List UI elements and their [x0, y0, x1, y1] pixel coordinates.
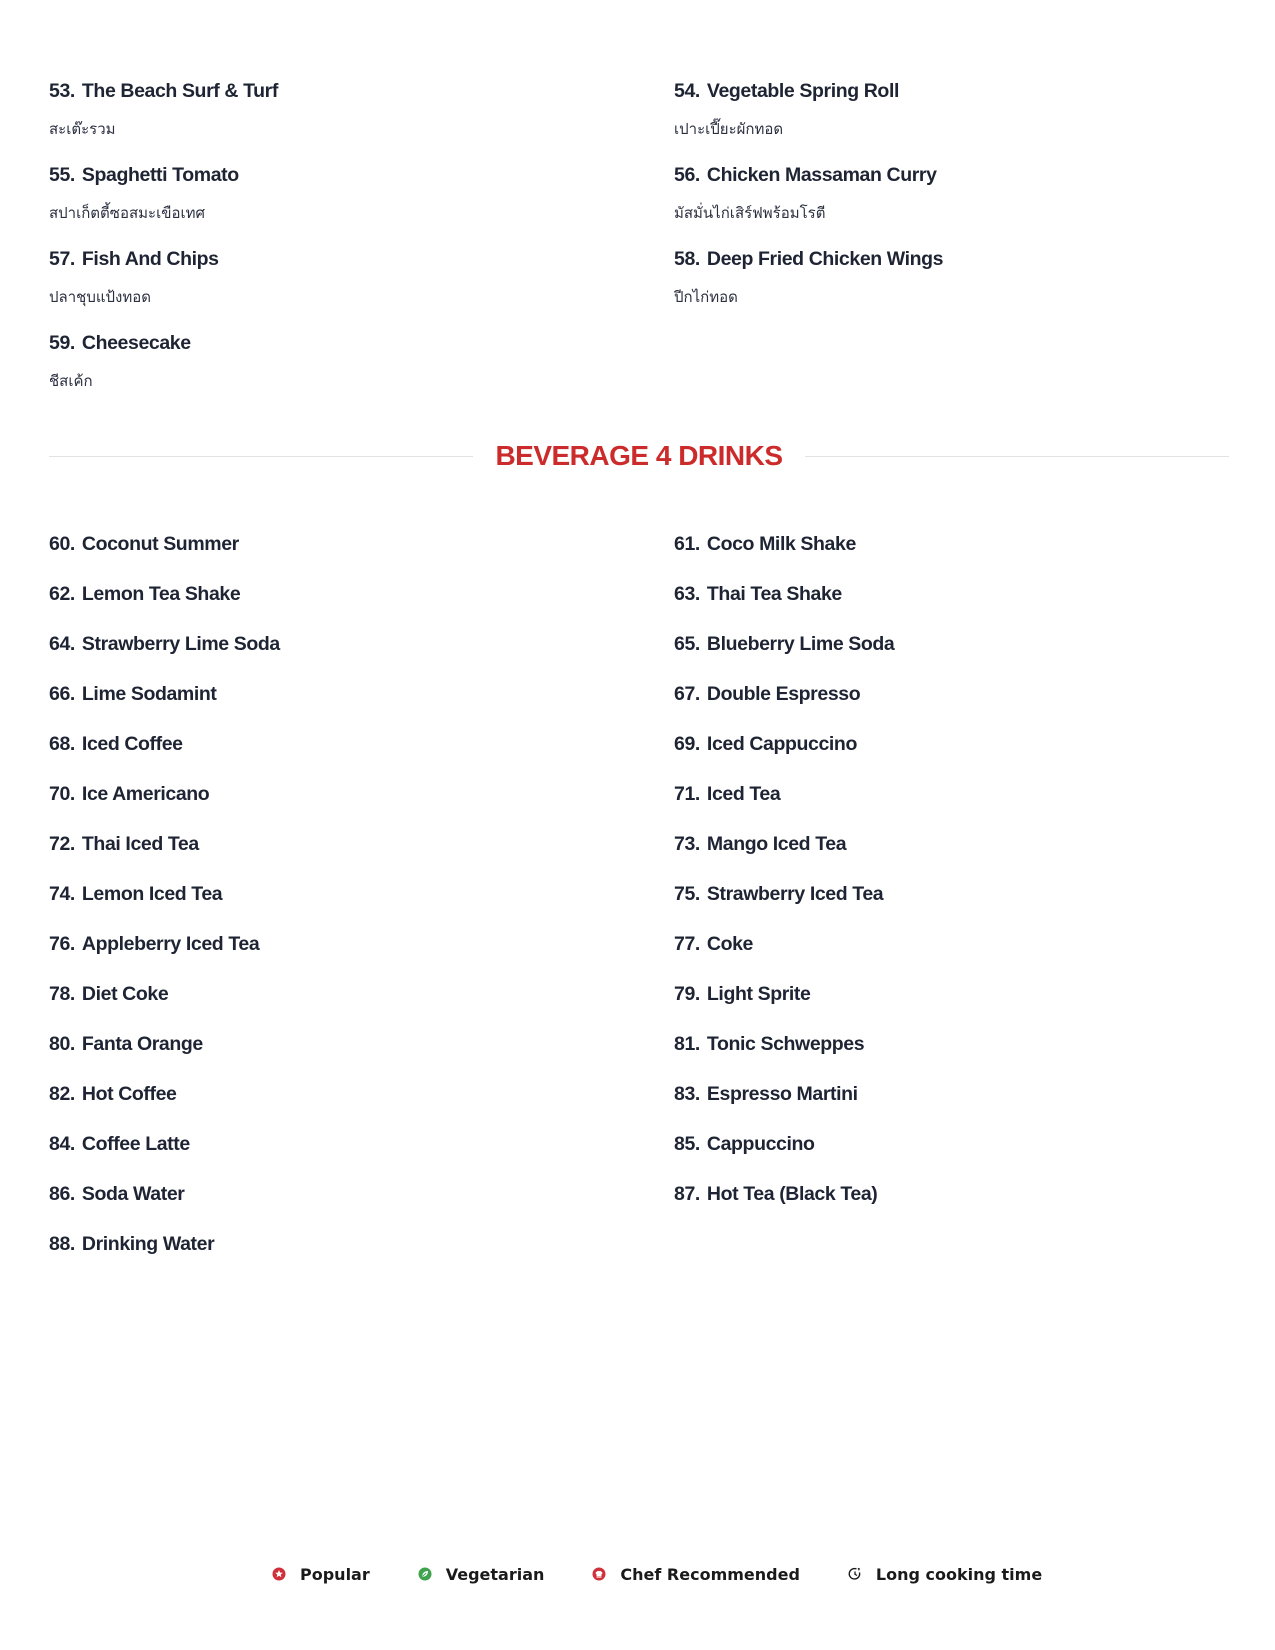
item-thai-name: เปาะเปี๊ยะผักทอด [674, 121, 784, 138]
menu-item [674, 162, 1229, 246]
item-number: 67. [674, 683, 700, 705]
item-name: Hot Tea (Black Tea) [706, 1183, 878, 1205]
item-number: 74. [49, 883, 75, 905]
drink-item [674, 881, 1229, 931]
item-name: Spaghetti Tomato [81, 164, 239, 186]
item-number: 85. [674, 1133, 700, 1155]
item-name: Lime Sodamint [81, 683, 217, 705]
item-name: Light Sprite [706, 983, 811, 1005]
drink-item [49, 781, 674, 831]
legend-item-popular [272, 1565, 370, 1584]
legend-label: Vegetarian [445, 1564, 545, 1584]
clock-icon [848, 1567, 862, 1581]
drink-item [49, 1081, 674, 1131]
item-name: Deep Fried Chicken Wings [706, 248, 944, 270]
drink-item [49, 581, 674, 631]
item-name: Coco Milk Shake [706, 533, 856, 555]
menu-item [49, 78, 674, 162]
item-number: 81. [674, 1033, 700, 1055]
item-number: 71. [674, 783, 700, 805]
item-number: 76. [49, 933, 75, 955]
drink-item [674, 731, 1229, 781]
item-number: 64. [49, 633, 75, 655]
drink-item [49, 631, 674, 681]
item-number: 61. [674, 533, 700, 555]
legend-item-vegetarian [418, 1565, 545, 1584]
item-name: Fanta Orange [81, 1033, 203, 1055]
drink-item [674, 1131, 1229, 1181]
item-name: Ice Americano [81, 783, 210, 805]
drink-item [674, 1181, 1229, 1231]
item-number: 68. [49, 733, 75, 755]
item-name: Double Espresso [706, 683, 861, 705]
item-name: Lemon Iced Tea [81, 883, 223, 905]
item-number: 77. [674, 933, 700, 955]
drink-item [49, 881, 674, 931]
item-number: 78. [49, 983, 75, 1005]
section-header [49, 436, 1229, 476]
item-number: 84. [49, 1133, 75, 1155]
item-thai-name: ปีกไก่ทอด [674, 289, 738, 306]
item-name: Thai Tea Shake [706, 583, 842, 605]
popular-icon [272, 1567, 286, 1581]
item-name: Blueberry Lime Soda [706, 633, 895, 655]
item-thai-name: มัสมั่นไก่เสิร์ฟพร้อมโรตี [674, 205, 826, 222]
menu-item [49, 330, 674, 414]
item-number: 82. [49, 1083, 75, 1105]
drink-item [49, 1181, 674, 1231]
item-name: Tonic Schweppes [706, 1033, 865, 1055]
item-number: 88. [49, 1233, 75, 1255]
section-title: BEVERAGE 4 DRINKS [495, 440, 783, 471]
drinks-menu-list [49, 531, 1229, 1281]
item-number: 83. [674, 1083, 700, 1105]
item-name: Chicken Massaman Curry [706, 164, 937, 186]
drink-item [674, 631, 1229, 681]
item-thai-name: สะเต๊ะรวม [49, 121, 116, 138]
drink-item [49, 1131, 674, 1181]
legend-item-chef-recommended [592, 1565, 800, 1584]
legend [272, 1560, 1042, 1588]
item-number: 63. [674, 583, 700, 605]
menu-item [49, 162, 674, 246]
item-number: 80. [49, 1033, 75, 1055]
menu-item-title [49, 330, 674, 370]
drink-item [49, 1231, 674, 1281]
item-name: Espresso Martini [706, 1083, 858, 1105]
menu-item [674, 78, 1229, 162]
item-number: 73. [674, 833, 700, 855]
item-number: 86. [49, 1183, 75, 1205]
item-number: 53. [49, 80, 75, 102]
menu-item-title [674, 78, 1229, 118]
item-name: Vegetable Spring Roll [706, 80, 899, 102]
drink-item [674, 831, 1229, 881]
item-name: Coffee Latte [81, 1133, 190, 1155]
drink-item [674, 581, 1229, 631]
drink-item [49, 981, 674, 1031]
item-name: Iced Tea [706, 783, 781, 805]
item-number: 65. [674, 633, 700, 655]
item-thai-name: สปาเก็ตตี้ซอสมะเขือเทศ [49, 205, 206, 222]
item-name: Fish And Chips [81, 248, 219, 270]
drink-item [49, 931, 674, 981]
item-name: Thai Iced Tea [81, 833, 199, 855]
item-name: Lemon Tea Shake [81, 583, 241, 605]
legend-label: Popular [300, 1564, 370, 1584]
item-number: 66. [49, 683, 75, 705]
drink-item [49, 831, 674, 881]
item-number: 70. [49, 783, 75, 805]
item-name: Drinking Water [81, 1233, 215, 1255]
menu-item [49, 246, 674, 330]
menu-item-title [49, 162, 674, 202]
item-name: Iced Cappuccino [706, 733, 857, 755]
divider-left [49, 456, 473, 457]
divider-right [805, 456, 1229, 457]
item-number: 55. [49, 164, 75, 186]
menu-item-title [49, 78, 674, 118]
drink-item [674, 531, 1229, 581]
item-number: 62. [49, 583, 75, 605]
drink-item [674, 1031, 1229, 1081]
item-name: Hot Coffee [81, 1083, 177, 1105]
food-menu-list [49, 78, 1229, 414]
item-name: Coconut Summer [81, 533, 239, 555]
drink-item [674, 681, 1229, 731]
drink-item [49, 1031, 674, 1081]
drink-item [49, 531, 674, 581]
item-number: 54. [674, 80, 700, 102]
item-name: Cheesecake [81, 332, 191, 354]
item-thai-name: ปลาชุบแป้งทอด [49, 289, 151, 306]
item-number: 59. [49, 332, 75, 354]
item-number: 69. [674, 733, 700, 755]
item-name: Strawberry Lime Soda [81, 633, 280, 655]
item-name: Appleberry Iced Tea [81, 933, 260, 955]
chef-hat-icon [592, 1567, 606, 1581]
legend-label: Chef Recommended [620, 1564, 800, 1584]
item-thai-name: ชีสเค้ก [49, 373, 93, 390]
item-number: 56. [674, 164, 700, 186]
drink-item [674, 1081, 1229, 1131]
item-number: 87. [674, 1183, 700, 1205]
drink-item [49, 731, 674, 781]
legend-label: Long cooking time [875, 1564, 1043, 1584]
legend-item-long-cooking-time [848, 1565, 1042, 1584]
item-number: 72. [49, 833, 75, 855]
drink-item [674, 931, 1229, 981]
item-number: 57. [49, 248, 75, 270]
menu-item [674, 246, 1229, 330]
item-number: 79. [674, 983, 700, 1005]
item-name: Coke [706, 933, 754, 955]
drink-item [674, 981, 1229, 1031]
item-name: Strawberry Iced Tea [706, 883, 884, 905]
item-name: Iced Coffee [81, 733, 183, 755]
item-number: 75. [674, 883, 700, 905]
item-name: Mango Iced Tea [706, 833, 847, 855]
item-number: 58. [674, 248, 700, 270]
menu-item-title [49, 246, 674, 286]
item-name: Cappuccino [706, 1133, 815, 1155]
item-name: Diet Coke [81, 983, 169, 1005]
drink-item [674, 781, 1229, 831]
menu-item-title [674, 162, 1229, 202]
drink-item [49, 681, 674, 731]
vegetarian-icon [418, 1567, 432, 1581]
item-name: Soda Water [81, 1183, 185, 1205]
item-number: 60. [49, 533, 75, 555]
menu-item-title [674, 246, 1229, 286]
item-name: The Beach Surf & Turf [81, 80, 278, 102]
